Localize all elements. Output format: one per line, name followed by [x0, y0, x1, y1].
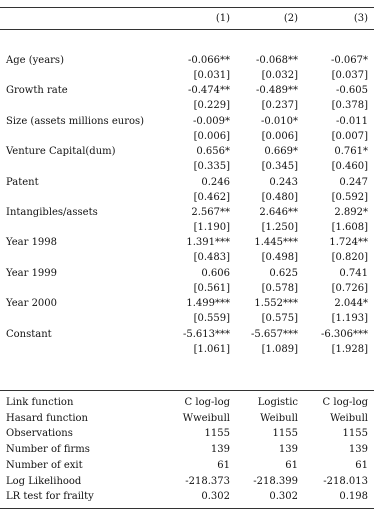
row-label: Year 1999: [6, 268, 58, 279]
standard-error-cell: [0.031]: [193, 70, 230, 81]
row-label: Constant: [6, 329, 52, 340]
row-label: Patent: [6, 177, 39, 188]
row-label: Growth rate: [6, 85, 68, 96]
standard-error-cell: [0.592]: [331, 192, 368, 203]
value-cell: C log-log: [184, 397, 230, 408]
stats-rule: [0, 390, 374, 391]
value-cell: -0.066**: [187, 55, 230, 66]
column-header: (1): [215, 13, 230, 24]
standard-error-cell: [0.561]: [193, 283, 230, 294]
row-label: LR test for frailty: [6, 491, 94, 502]
se-row: [0, 190, 374, 205]
standard-error-cell: [0.820]: [331, 252, 368, 263]
value-cell: 61: [217, 460, 230, 471]
coef-row: [0, 53, 374, 68]
value-cell: 0.246: [201, 177, 230, 188]
standard-error-cell: [1.193]: [331, 313, 368, 324]
standard-error-cell: [0.237]: [261, 100, 298, 111]
standard-error-cell: [0.726]: [331, 283, 368, 294]
value-cell: 61: [355, 460, 368, 471]
coef-row: [0, 235, 374, 250]
header-row: [0, 11, 374, 26]
se-row: [0, 68, 374, 83]
value-cell: 0.198: [339, 491, 368, 502]
value-cell: 0.625: [269, 268, 298, 279]
coef-row: [0, 296, 374, 311]
stat-row: [0, 426, 374, 441]
row-label: Intangibles/assets: [6, 207, 98, 218]
value-cell: 0.656*: [196, 146, 230, 157]
value-cell: 139: [210, 444, 230, 455]
value-cell: 1.552***: [254, 298, 298, 309]
standard-error-cell: [0.006]: [261, 131, 298, 142]
standard-error-cell: [1.190]: [193, 222, 230, 233]
value-cell: -218.013: [323, 476, 368, 487]
value-cell: 1.445***: [254, 237, 298, 248]
value-cell: 2.892*: [334, 207, 368, 218]
value-cell: -0.011: [335, 116, 368, 127]
stat-row: [0, 489, 374, 504]
standard-error-cell: [1.608]: [331, 222, 368, 233]
value-cell: Logistic: [257, 397, 298, 408]
column-header: (2): [283, 13, 298, 24]
stat-row: [0, 474, 374, 489]
standard-error-cell: [0.483]: [193, 252, 230, 263]
row-label: Year 1998: [6, 237, 58, 248]
value-cell: 139: [348, 444, 368, 455]
standard-error-cell: [0.037]: [331, 70, 368, 81]
se-row: [0, 342, 374, 357]
row-label: Link function: [6, 397, 74, 408]
value-cell: -218.399: [253, 476, 298, 487]
coef-row: [0, 114, 374, 129]
value-cell: Wweibull: [182, 413, 230, 424]
value-cell: 0.606: [201, 268, 230, 279]
se-row: [0, 159, 374, 174]
row-label: Observations: [6, 428, 73, 439]
value-cell: 1155: [204, 428, 230, 439]
standard-error-cell: [0.032]: [261, 70, 298, 81]
standard-error-cell: [0.007]: [331, 131, 368, 142]
standard-error-cell: [0.498]: [261, 252, 298, 263]
standard-error-cell: [0.460]: [331, 161, 368, 172]
row-label: Log Likelihood: [6, 476, 82, 487]
standard-error-cell: [0.575]: [261, 313, 298, 324]
row-label: Number of exit: [6, 460, 83, 471]
value-cell: C log-log: [322, 397, 368, 408]
value-cell: 2.567**: [191, 207, 230, 218]
value-cell: 1155: [342, 428, 368, 439]
coef-row: [0, 327, 374, 342]
value-cell: 0.761*: [334, 146, 368, 157]
se-row: [0, 129, 374, 144]
value-cell: 0.741: [339, 268, 368, 279]
se-row: [0, 98, 374, 113]
header-rule: [0, 29, 374, 30]
coef-row: [0, 175, 374, 190]
value-cell: 1.724**: [329, 237, 368, 248]
value-cell: 61: [285, 460, 298, 471]
value-cell: 0.243: [269, 177, 298, 188]
se-row: [0, 311, 374, 326]
row-label: Year 2000: [6, 298, 58, 309]
bottom-rule: [0, 508, 374, 509]
value-cell: 1.391***: [186, 237, 230, 248]
standard-error-cell: [1.250]: [261, 222, 298, 233]
stat-row: [0, 395, 374, 410]
value-cell: 0.669*: [264, 146, 298, 157]
value-cell: 1.499***: [186, 298, 230, 309]
row-label: Number of firms: [6, 444, 90, 455]
value-cell: Weibull: [260, 413, 298, 424]
standard-error-cell: [0.006]: [193, 131, 230, 142]
standard-error-cell: [0.378]: [331, 100, 368, 111]
se-row: [0, 250, 374, 265]
value-cell: 0.302: [201, 491, 230, 502]
coef-row: [0, 205, 374, 220]
value-cell: -0.010*: [260, 116, 298, 127]
coef-row: [0, 144, 374, 159]
value-cell: -5.657***: [250, 329, 298, 340]
value-cell: -0.489**: [255, 85, 298, 96]
se-row: [0, 281, 374, 296]
standard-error-cell: [1.928]: [331, 344, 368, 355]
se-row: [0, 220, 374, 235]
stat-row: [0, 442, 374, 457]
value-cell: -218.373: [185, 476, 230, 487]
column-header: (3): [353, 13, 368, 24]
standard-error-cell: [0.345]: [261, 161, 298, 172]
value-cell: -0.605: [335, 85, 368, 96]
value-cell: 0.247: [339, 177, 368, 188]
stat-row: [0, 458, 374, 473]
coef-row: [0, 83, 374, 98]
value-cell: 2.044*: [334, 298, 368, 309]
value-cell: 0.302: [269, 491, 298, 502]
standard-error-cell: [0.559]: [193, 313, 230, 324]
coef-row: [0, 266, 374, 281]
standard-error-cell: [0.229]: [193, 100, 230, 111]
value-cell: 139: [278, 444, 298, 455]
row-label: Age (years): [6, 55, 64, 66]
standard-error-cell: [0.335]: [193, 161, 230, 172]
standard-error-cell: [0.480]: [261, 192, 298, 203]
value-cell: -0.067*: [330, 55, 368, 66]
value-cell: Weibull: [330, 413, 368, 424]
value-cell: -5.613***: [182, 329, 230, 340]
row-label: Venture Capital(dum): [6, 146, 116, 157]
stat-row: [0, 411, 374, 426]
row-label: Hasard function: [6, 413, 88, 424]
top-rule: [0, 7, 374, 8]
standard-error-cell: [1.089]: [261, 344, 298, 355]
standard-error-cell: [0.462]: [193, 192, 230, 203]
value-cell: -0.009*: [192, 116, 230, 127]
standard-error-cell: [0.578]: [261, 283, 298, 294]
row-label: Size (assets millions euros): [6, 116, 145, 127]
standard-error-cell: [1.061]: [193, 344, 230, 355]
value-cell: 1155: [272, 428, 298, 439]
value-cell: -0.068**: [255, 55, 298, 66]
value-cell: -6.306***: [320, 329, 368, 340]
value-cell: 2.646**: [259, 207, 298, 218]
value-cell: -0.474**: [187, 85, 230, 96]
